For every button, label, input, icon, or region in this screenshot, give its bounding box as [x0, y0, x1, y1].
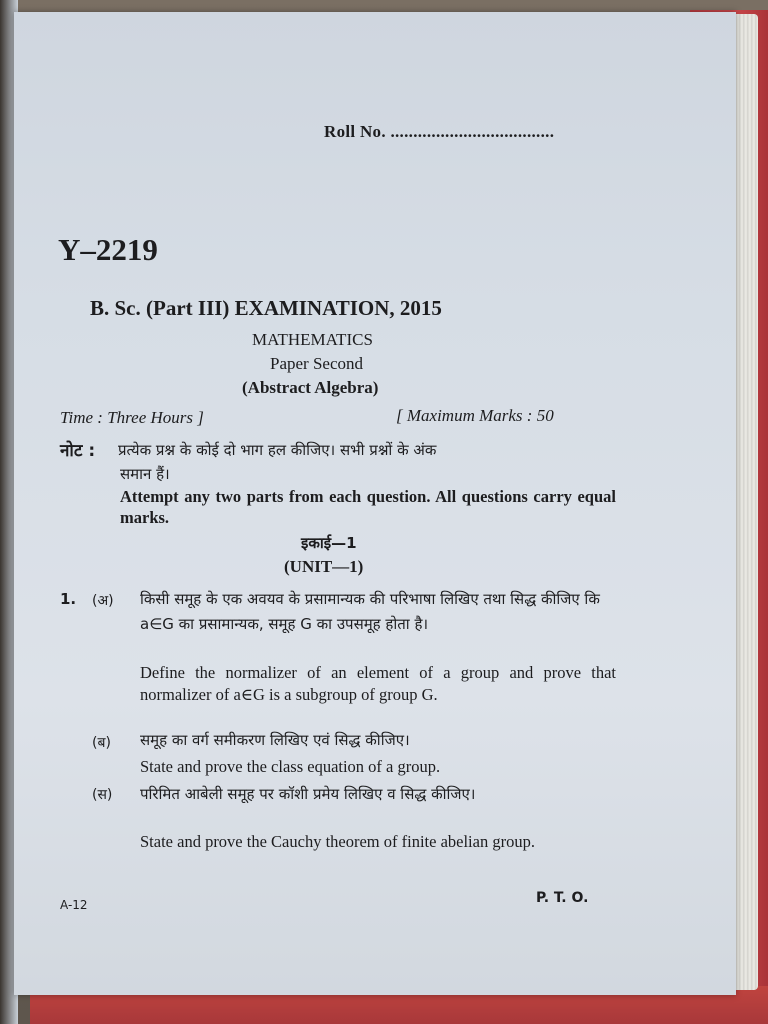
part-b-hindi: समूह का वर्ग समीकरण लिखिए एवं सिद्ध कीजिए।	[140, 731, 410, 749]
time-allowed: Time : Three Hours ]	[60, 408, 204, 427]
note-label: नोट :	[60, 441, 96, 461]
part-b-english: State and prove the class equation of a group.	[140, 757, 441, 776]
note-hindi-line1: प्रत्येक प्रश्न के कोई दो भाग हल कीजिए। सभी प्रश्नों के अंक	[118, 441, 437, 459]
maximum-marks: [ Maximum Marks : 50	[396, 406, 554, 425]
part-c-english: State and prove the Cauchy theorem of finite abelian group.	[140, 832, 535, 851]
part-c-hindi: परिमित आबेली समूह पर कॉशी प्रमेय लिखिए व सिद्ध कीजिए।	[140, 785, 476, 803]
footer-code: A-12	[60, 898, 88, 912]
question-number: 1.	[60, 590, 77, 608]
exam-paper-sheet	[14, 12, 736, 995]
part-b-label: (ब)	[92, 735, 111, 751]
part-a-label: (अ)	[92, 593, 114, 609]
unit-heading-hindi: इकाई—1	[301, 534, 357, 552]
paper-code: Y–2219	[58, 232, 158, 267]
note-english: Attempt any two parts from each question. All questions carry equal marks.	[120, 487, 616, 527]
note-hindi-line2: समान हैं।	[120, 465, 170, 483]
subject: MATHEMATICS	[252, 330, 373, 349]
paper-topic: (Abstract Algebra)	[242, 378, 379, 397]
unit-heading-english: (UNIT—1)	[284, 557, 364, 576]
part-a-english: Define the normalizer of an element of a group and prove that normalizer of a∈G is a subgroup of group G.	[140, 663, 616, 704]
part-c-label: (स)	[92, 787, 113, 803]
paper-number: Paper Second	[270, 354, 364, 373]
please-turn-over: P. T. O.	[536, 890, 589, 906]
part-a-hindi: किसी समूह के एक अवयव के प्रसामान्यक की परिभाषा लिखिए तथा सिद्ध कीजिए कि a∈G का प्रसामान्यक, समूह G का उपसमूह होता है।	[140, 590, 600, 633]
roll-number: Roll No. ....................................	[324, 122, 555, 141]
exam-title: B. Sc. (Part III) EXAMINATION, 2015	[90, 296, 442, 320]
